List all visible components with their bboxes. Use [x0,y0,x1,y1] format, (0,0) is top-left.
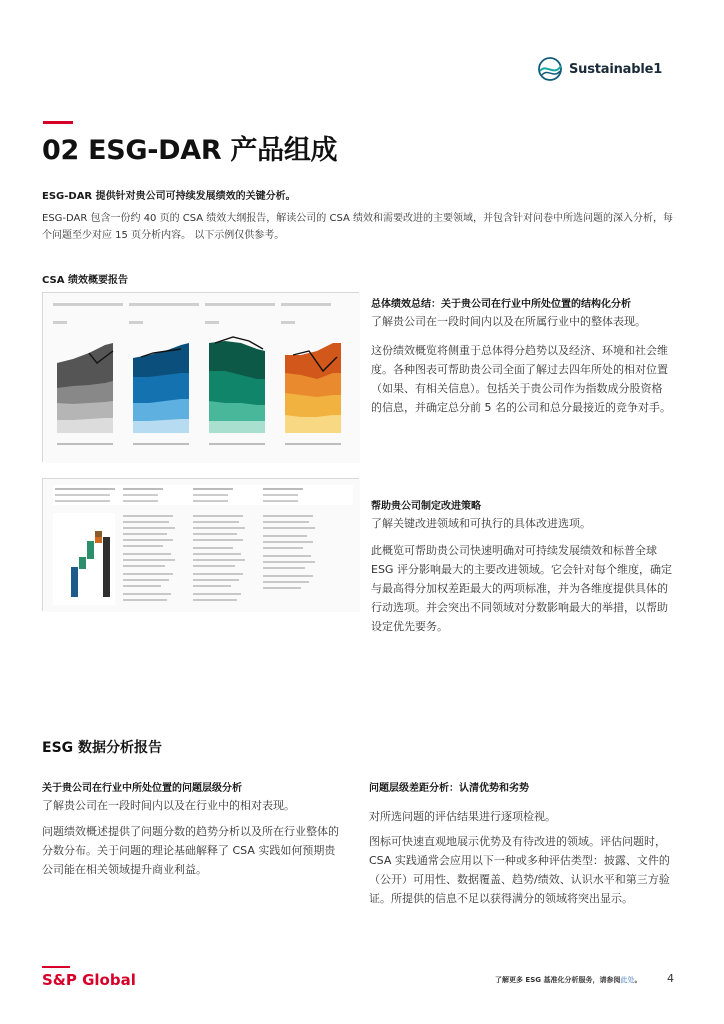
overall-performance-body: 这份绩效概览将侧重于总体得分趋势以及经济、环境和社会维度。各种图表可帮助贵公司全面了解过去四年所处的相对位置（如果、有相关信息）。包括关于贵公司作为指数成分股资格的信息，并确定总分前 5 名的公司和总分最接近的竞争对手。 [371,344,671,414]
page-number: 4 [667,972,674,985]
brand-name: Sustainable1 [569,61,663,77]
improvement-strategy-lead: 了解关键改进领域和可执行的具体改进选项。 [371,517,591,530]
csa-overview-thumbnail [42,292,359,462]
footer-link[interactable]: 此处 [620,976,635,984]
csa-section-label: CSA 绩效概要报告 [42,275,128,286]
lead-sentence: ESG-DAR 提供针对贵公司可持续发展绩效的关键分析。 [42,191,296,202]
question-level-heading: 关于贵公司在行业中所处位置的问题层级分析 [42,783,242,794]
overall-performance-lead: 了解贵公司在一段时间内以及在所属行业中的整体表现。 [371,315,646,328]
gap-analysis-heading: 问题层级差距分析：认清优势和劣势 [369,783,529,794]
improvement-strategy-body: 此概览可帮助贵公司快速明确对可持续发展绩效和标普全球 ESG 评分影响最大的主要改进领域。它会针对每个维度，确定与最高得分加权差距最大的两项标准，并为各维度提供具体的行动选项。并会突出不同领域对分数影响最大的举措，以帮助设定优先要务。 [371,544,672,633]
footer-accent-rule [42,966,70,968]
improvement-strategy-heading: 帮助贵公司制定改进策略 [371,501,481,512]
improvement-strategy-thumbnail [42,478,359,611]
footer-note [495,975,641,985]
overall-performance-heading: 总体绩效总结：关于贵公司在行业中所处位置的结构化分析 [371,299,631,310]
gap-analysis-body: 图标可快速直观地展示优势及有待改进的领域。评估问题时，CSA 实践通常会应用以下一种或多种评估类型：披露、文件的（公开）可用性、数据覆盖、趋势/绩效、认识水平和第三方验证。所提供的信息不足以获得满分的领域将突出显示。 [369,835,670,905]
sustainable1-logo [536,54,676,84]
sustainable1-globe-icon [536,55,566,83]
title-accent-rule [43,121,73,124]
intro-paragraph: ESG-DAR 包含一份约 40 页的 CSA 绩效大纲报告，解读公司的 CSA 绩效和需要改进的主要领域，并包含针对问卷中所选问题的深入分析，每个问题至少对应 15 页分析内容。 以下示例仅供参考。 [42,213,674,241]
question-level-lead: 了解贵公司在一段时间内以及在行业中的相对表现。 [42,799,295,812]
footer-note-text: 了解更多 ESG 基准化分析服务，请参阅 [495,976,621,984]
esg-section-heading: ESG 数据分析报告 [42,740,163,756]
sp-global-logo: S&P Global [42,971,136,989]
improvement-strategy-image [43,479,360,612]
csa-overview-chart-image [43,293,360,463]
gap-analysis-lead: 对所选问题的评估结果进行逐项检视。 [369,810,556,823]
page-title: 02 ESG-DAR 产品组成 [42,135,338,166]
question-level-body: 问题绩效概述提供了问题分数的趋势分析以及所在行业整体的分数分布。关于问题的理论基础解释了 CSA 实践如何预期贵公司能在相关领域提升商业利益。 [42,825,339,876]
footer-note-end: 。 [634,976,642,984]
